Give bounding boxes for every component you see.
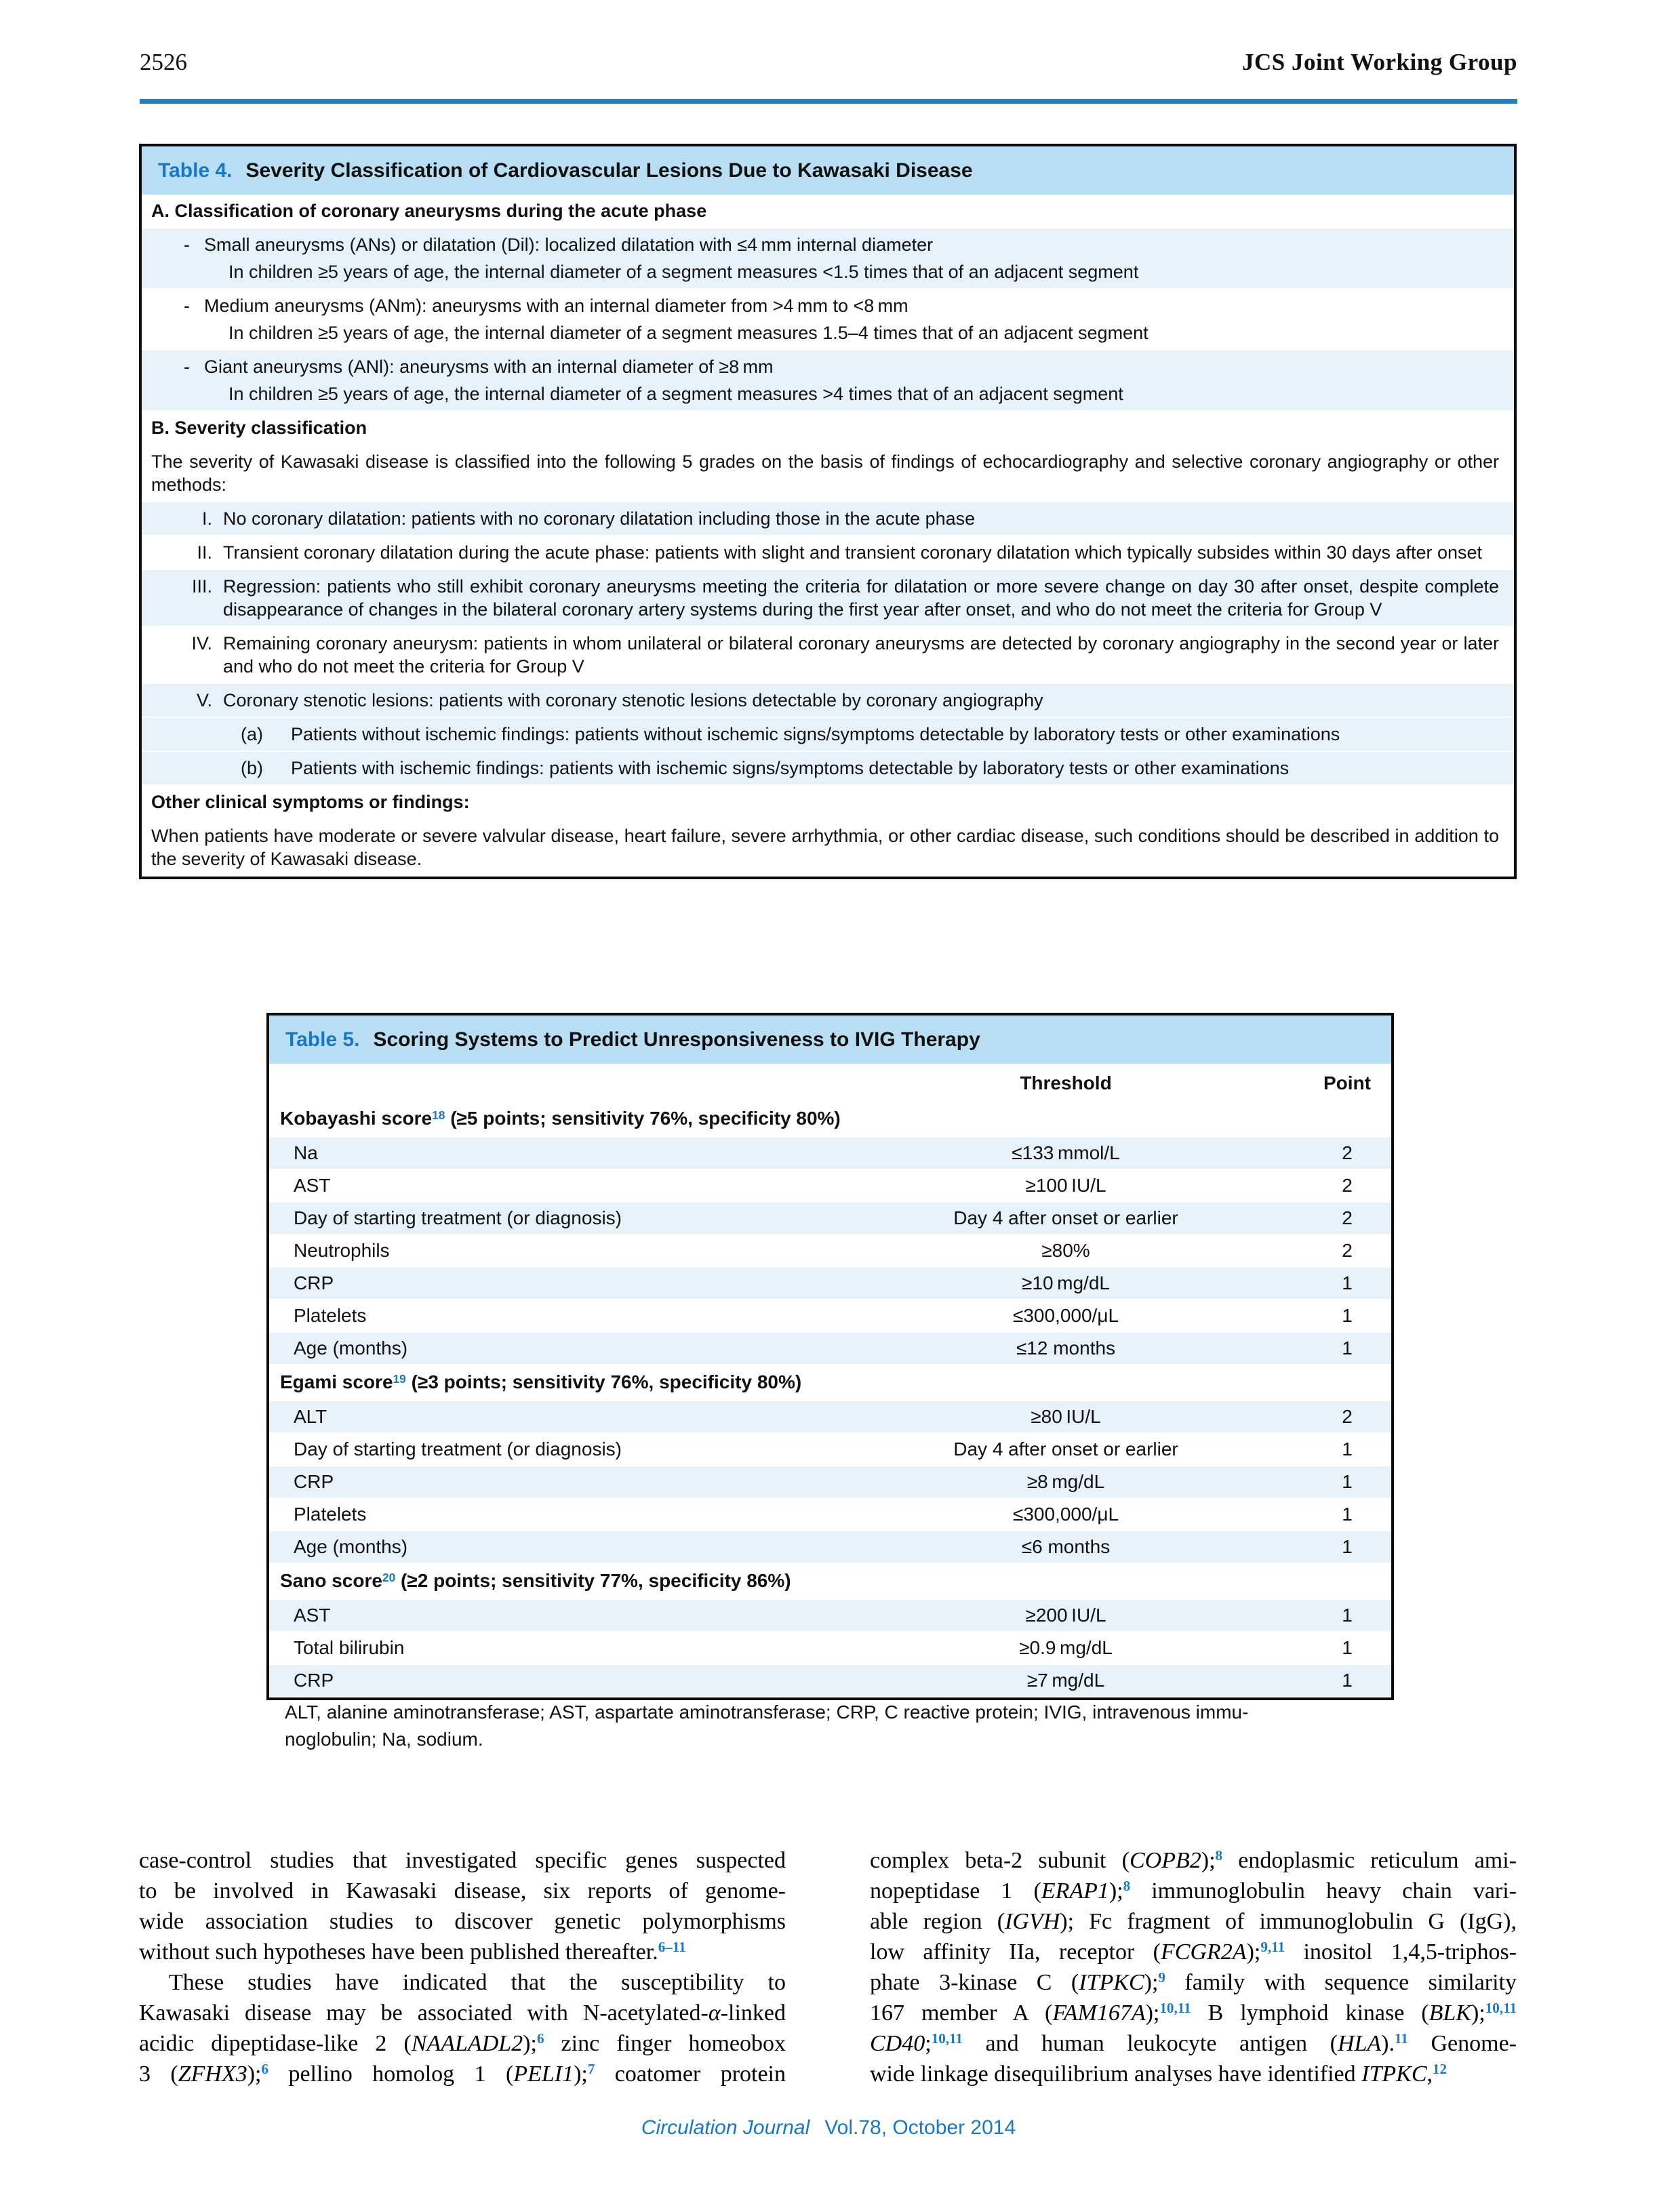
- reference-superscript: 10,11: [1485, 2000, 1517, 2017]
- cell-item: CRP: [294, 1471, 334, 1492]
- row-line: [151, 790, 1499, 813]
- text-segment: 167 member A (: [870, 2000, 1053, 2026]
- cell-item: Age (months): [294, 1338, 408, 1359]
- cell-item: Platelets: [294, 1305, 367, 1326]
- cell-point: 1: [1342, 1305, 1353, 1326]
- table-row: [269, 1138, 1391, 1170]
- score-criteria: (≥2 points; sensitivity 77%, specificity 86%): [395, 1570, 791, 1591]
- footnote-line: ALT, alanine aminotransferase; AST, aspartate aminotransferase; CRP, C reactive protein; IVIG, intravenous immu-: [285, 1702, 1249, 1723]
- table-row: [269, 1665, 1391, 1697]
- text-segment: 3 (: [139, 2062, 178, 2087]
- cell-point: 1: [1342, 1637, 1353, 1658]
- row-line: [151, 199, 1499, 222]
- row-line: [151, 355, 1499, 378]
- body-columns: [139, 1845, 1517, 2089]
- row-line: [151, 757, 1499, 780]
- text-segment: B lymphoid kinase (: [1191, 2000, 1429, 2026]
- text-segment: coatomer protein: [595, 2062, 786, 2087]
- cell-point: 1: [1342, 1536, 1353, 1557]
- right-column: [870, 1845, 1517, 2089]
- text-segment: );: [1471, 2000, 1485, 2026]
- text-segment: immunoglobulin heavy chain vari-: [1130, 1878, 1517, 1904]
- text-segment: PELI1: [513, 2062, 574, 2087]
- header-rule: [140, 99, 1517, 104]
- text-segment: HLA: [1337, 2031, 1382, 2056]
- cell-threshold: ≥8 mg/dL: [1026, 1471, 1105, 1492]
- table-row: [142, 684, 1514, 718]
- table-row: [269, 1434, 1391, 1466]
- row-line: [151, 575, 1499, 621]
- text-segment: ); Fc fragment of immunoglobulin G (IgG),: [1060, 1909, 1517, 1934]
- reference-superscript: 10,11: [1159, 2000, 1191, 2017]
- row-marker: I.: [201, 508, 212, 529]
- row-text: Patients without ischemic findings: patients without ischemic signs/symptoms detectable by laboratory tests or other examinations: [291, 724, 1340, 744]
- text-segment: zinc finger homeobox: [544, 2031, 786, 2056]
- score-group-row: [269, 1365, 1391, 1401]
- score-name: Kobayashi score: [280, 1108, 433, 1129]
- cell-item: CRP: [294, 1670, 334, 1691]
- footnote-line: noglobulin; Na, sodium.: [285, 1729, 483, 1750]
- cell-item: Day of starting treatment (or diagnosis): [294, 1439, 622, 1460]
- text-line: [139, 1967, 786, 1998]
- cell-threshold: Day 4 after onset or earlier: [953, 1207, 1178, 1228]
- cell-item: Day of starting treatment (or diagnosis): [294, 1207, 622, 1228]
- text-line: [139, 2028, 786, 2059]
- row-text: B. Severity classification: [151, 418, 367, 438]
- text-segment: ITPKC: [1361, 2062, 1427, 2087]
- row-line: [151, 233, 1499, 256]
- reference-superscript: 8: [1215, 1847, 1223, 1864]
- text-segment: endoplasmic reticulum ami-: [1222, 1848, 1517, 1873]
- row-marker: V.: [196, 690, 212, 710]
- table-row: [142, 718, 1514, 752]
- page-number: 2526: [140, 49, 187, 75]
- table-row: [269, 1600, 1391, 1632]
- row-subtext: In children ≥5 years of age, the internal diameter of a segment measures >4 times that of an adjacent segment: [228, 384, 1123, 404]
- table-row: [142, 502, 1514, 536]
- text-line: [139, 1998, 786, 2028]
- row-line: [151, 507, 1499, 530]
- table-row: [269, 1268, 1391, 1300]
- cell-point: 2: [1342, 1142, 1353, 1163]
- row-text: No coronary dilatation: patients with no coronary dilatation including those in the acute phase: [223, 508, 976, 529]
- table5-footnote: [285, 1699, 1383, 1753]
- text-segment: able region (: [870, 1909, 1005, 1934]
- cell-threshold: Day 4 after onset or earlier: [953, 1439, 1178, 1460]
- table4-title: Severity Classification of Cardiovascular Lesions Due to Kawasaki Disease: [245, 159, 973, 182]
- reference-superscript: 6: [261, 2061, 269, 2078]
- reference-superscript: 8: [1123, 1878, 1131, 1895]
- score-name: Sano score: [280, 1570, 382, 1591]
- text-line: [870, 2059, 1517, 2089]
- text-segment: ,: [1426, 2062, 1433, 2087]
- text-segment: NAALADL2: [411, 2031, 523, 2056]
- row-marker: -: [184, 235, 190, 255]
- text-line: [139, 1937, 786, 1967]
- cell-item: AST: [294, 1175, 331, 1196]
- table-row: [142, 786, 1514, 820]
- cell-threshold: ≤300,000/μL: [1012, 1305, 1119, 1326]
- cell-item: CRP: [294, 1272, 334, 1293]
- row-text: Medium aneurysms (ANm): aneurysms with an internal diameter from >4 mm to <8 mm: [204, 296, 909, 316]
- journal-name: Circulation Journal: [641, 2116, 810, 2139]
- reference-superscript: 10,11: [931, 2030, 963, 2047]
- page-header: [140, 49, 1517, 76]
- table-row: [269, 1466, 1391, 1499]
- text-segment: family with sequence similarity: [1165, 1970, 1517, 1995]
- row-text: When patients have moderate or severe valvular disease, heart failure, severe arrhythmia, or other cardiac disease, such conditions should be described in addition to the severity of Kawasaki disease.: [151, 826, 1499, 869]
- cell-point: 1: [1342, 1272, 1353, 1293]
- row-line: [151, 723, 1499, 746]
- table-row: [269, 1300, 1391, 1333]
- row-text: Other clinical symptoms or findings:: [151, 792, 470, 812]
- page-footer: [0, 2116, 1657, 2139]
- text-segment: nopeptidase 1 (: [870, 1878, 1041, 1904]
- text-segment: ).: [1381, 2031, 1395, 2056]
- score-reference: 18: [432, 1108, 445, 1122]
- row-line: [151, 541, 1499, 564]
- text-line: [139, 1876, 786, 1906]
- text-segment: phate 3-kinase C (: [870, 1970, 1079, 1995]
- cell-threshold: ≥7 mg/dL: [1026, 1670, 1105, 1691]
- reference-superscript: 11: [1395, 2030, 1408, 2047]
- cell-threshold: ≥10 mg/dL: [1022, 1272, 1110, 1293]
- row-line: [151, 689, 1499, 712]
- text-segment: wide association studies to discover genetic polymorphisms: [139, 1909, 786, 1934]
- table-row: [269, 1333, 1391, 1365]
- text-segment: complex beta-2 subunit (: [870, 1848, 1130, 1873]
- cell-threshold: ≥100 IU/L: [1025, 1175, 1106, 1196]
- text-segment: );: [1201, 1848, 1216, 1873]
- cell-item: Neutrophils: [294, 1240, 390, 1261]
- cell-point: 2: [1342, 1207, 1353, 1228]
- reference-superscript: 6: [536, 2030, 544, 2047]
- score-reference: 20: [382, 1570, 396, 1584]
- cell-threshold: ≥200 IU/L: [1025, 1605, 1106, 1626]
- score-criteria: (≥3 points; sensitivity 76%, specificity 80%): [405, 1371, 802, 1392]
- row-text: A. Classification of coronary aneurysms during the acute phase: [151, 201, 707, 221]
- cell-item: Total bilirubin: [294, 1637, 405, 1658]
- table4-body: [142, 195, 1514, 877]
- cell-item: Age (months): [294, 1536, 408, 1557]
- cell-point: 1: [1342, 1338, 1353, 1359]
- text-line: [870, 1967, 1517, 1998]
- row-subtext: In children ≥5 years of age, the internal diameter of a segment measures <1.5 times that of an adjacent segment: [228, 262, 1139, 282]
- text-line: [870, 1906, 1517, 1937]
- text-segment: );: [1144, 1970, 1159, 1995]
- cell-threshold: ≥80%: [1041, 1240, 1090, 1261]
- text-segment: ;: [925, 2031, 932, 2056]
- text-segment: FAM167A: [1052, 2000, 1146, 2026]
- text-segment: -linked: [720, 2000, 786, 2026]
- score-criteria: (≥5 points; sensitivity 76%, specificity 80%): [445, 1108, 841, 1129]
- column-header-point: Point: [1323, 1072, 1371, 1093]
- text-segment: );: [574, 2062, 588, 2087]
- text-segment: IGVH: [1005, 1909, 1060, 1934]
- cell-point: 1: [1342, 1439, 1353, 1460]
- text-segment: low affinity IIa, receptor (: [870, 1939, 1161, 1965]
- cell-threshold: ≥0.9 mg/dL: [1019, 1637, 1113, 1658]
- score-group-row: [269, 1102, 1391, 1138]
- table-row: [269, 1170, 1391, 1203]
- text-segment: Genome-: [1408, 2031, 1517, 2056]
- table-row: [269, 1401, 1391, 1434]
- text-segment: case-control studies that investigated specific genes suspected: [139, 1848, 786, 1873]
- text-segment: wide linkage disequilibrium analyses have identified: [870, 2062, 1362, 2087]
- cell-point: 1: [1342, 1605, 1353, 1626]
- row-text: Giant aneurysms (ANl): aneurysms with an internal diameter of ≥8 mm: [204, 357, 774, 377]
- text-segment: BLK: [1429, 2000, 1471, 2026]
- text-line: [870, 2028, 1517, 2059]
- text-segment: α: [708, 2000, 721, 2026]
- row-text: Transient coronary dilatation during the acute phase: patients with slight and transient coronary dilatation which typically subsides within 30 days after onset: [223, 542, 1483, 563]
- table5-title: Scoring Systems to Predict Unresponsiveness to IVIG Therapy: [373, 1028, 980, 1051]
- cell-point: 2: [1342, 1406, 1353, 1427]
- cell-threshold: ≤300,000/μL: [1012, 1504, 1119, 1525]
- text-segment: );: [1109, 1878, 1123, 1904]
- cell-point: 1: [1342, 1504, 1353, 1525]
- table-row: [142, 445, 1514, 502]
- text-line: [139, 2059, 786, 2089]
- row-text: Regression: patients who still exhibit coronary aneurysms meeting the criteria for dilatation or more severe change on day 30 after onset, despite complete disappearance of changes in the bilateral coronary artery systems during the first year after onset, and who do not meet the criteria for Group V: [223, 576, 1499, 620]
- text-segment: COPB2: [1129, 1848, 1201, 1873]
- table-row: [142, 570, 1514, 627]
- cell-item: Na: [294, 1142, 318, 1163]
- row-marker: -: [184, 357, 190, 377]
- text-segment: without such hypotheses have been published thereafter.: [139, 1939, 658, 1965]
- row-text: The severity of Kawasaki disease is classified into the following 5 grades on the basis of findings of echocardiography and selective coronary angiography or other methods:: [151, 451, 1499, 495]
- row-line: [151, 632, 1499, 678]
- table4-severity-classification: [139, 144, 1517, 879]
- text-line: [139, 1906, 786, 1937]
- cell-threshold: ≤133 mmol/L: [1012, 1142, 1120, 1163]
- row-line: [151, 450, 1499, 496]
- text-line: [870, 1845, 1517, 1876]
- text-line: [870, 1998, 1517, 2028]
- text-segment: FCGR2A: [1161, 1939, 1247, 1965]
- text-segment: ITPKC: [1079, 1970, 1144, 1995]
- text-segment: CD40: [870, 2031, 925, 2056]
- row-text: Patients with ischemic findings: patients with ischemic signs/symptoms detectable by laboratory tests or other examinations: [291, 758, 1290, 778]
- table5-column-headers: [269, 1064, 1391, 1102]
- row-line: [151, 294, 1499, 317]
- table-row: [142, 228, 1514, 289]
- table5-label: Table 5.: [285, 1028, 360, 1051]
- row-marker: (a): [241, 724, 263, 744]
- text-segment: These studies have indicated that the susceptibility to: [169, 1970, 786, 1995]
- cell-point: 1: [1342, 1670, 1353, 1691]
- row-subtext: In children ≥5 years of age, the internal diameter of a segment measures 1.5–4 times that of an adjacent segment: [228, 323, 1149, 343]
- table-row: [142, 820, 1514, 877]
- text-segment: );: [247, 2062, 262, 2087]
- text-line: [870, 1876, 1517, 1906]
- row-line: [151, 416, 1499, 439]
- table5-body: [269, 1102, 1391, 1697]
- text-segment: Kawasaki disease may be associated with N-acetylated-: [139, 2000, 708, 2026]
- table-row: [269, 1203, 1391, 1235]
- row-text: Remaining coronary aneurysm: patients in whom unilateral or bilateral coronary aneurysms are detected by coronary angiography in the second year or later and who do not meet the criteria for Group V: [223, 633, 1499, 677]
- table4-label: Table 4.: [158, 159, 233, 182]
- table4-header: [142, 146, 1514, 195]
- text-segment: to be involved in Kawasaki disease, six reports of genome-: [139, 1878, 786, 1904]
- text-segment: ERAP1: [1041, 1878, 1109, 1904]
- left-column: [139, 1845, 786, 2089]
- table5-header: [269, 1015, 1391, 1064]
- table-row: [269, 1632, 1391, 1665]
- table-row: [142, 536, 1514, 570]
- cell-item: Platelets: [294, 1504, 367, 1525]
- table-row: [269, 1235, 1391, 1268]
- text-segment: inositol 1,4,5-triphos-: [1285, 1939, 1517, 1965]
- score-group-row: [269, 1564, 1391, 1600]
- row-marker: -: [184, 296, 190, 316]
- cell-point: 2: [1342, 1175, 1353, 1196]
- table-row: [142, 411, 1514, 445]
- row-line: [151, 824, 1499, 870]
- reference-superscript: 6–11: [658, 1939, 686, 1956]
- running-head: JCS Joint Working Group: [1241, 49, 1517, 75]
- table-row: [142, 195, 1514, 228]
- text-segment: acidic dipeptidase-like 2 (: [139, 2031, 412, 2056]
- row-marker: (b): [241, 758, 263, 778]
- table-row: [142, 289, 1514, 350]
- score-reference: 19: [393, 1371, 406, 1386]
- table-row: [142, 627, 1514, 684]
- text-segment: ZFHX3: [178, 2062, 247, 2087]
- journal-issue: Vol.78, October 2014: [824, 2116, 1016, 2139]
- reference-superscript: 9,11: [1260, 1939, 1285, 1956]
- text-line: [139, 1845, 786, 1876]
- cell-threshold: ≤12 months: [1016, 1338, 1116, 1359]
- cell-item: AST: [294, 1605, 331, 1626]
- cell-threshold: ≥80 IU/L: [1031, 1406, 1101, 1427]
- text-line: [870, 1937, 1517, 1967]
- text-segment: );: [1246, 1939, 1261, 1965]
- row-marker: III.: [191, 576, 212, 597]
- table-row: [142, 752, 1514, 786]
- text-segment: and human leukocyte antigen (: [962, 2031, 1338, 2056]
- cell-point: 2: [1342, 1240, 1353, 1261]
- table5-scoring-systems: [266, 1013, 1394, 1700]
- reference-superscript: 12: [1433, 2061, 1448, 2078]
- table-row: [269, 1499, 1391, 1531]
- cell-item: ALT: [294, 1406, 327, 1427]
- text-segment: );: [1145, 2000, 1160, 2026]
- table-row: [269, 1531, 1391, 1564]
- row-text: Coronary stenotic lesions: patients with coronary stenotic lesions detectable by coronary angiography: [223, 690, 1043, 710]
- cell-point: 1: [1342, 1471, 1353, 1492]
- text-segment: pellino homolog 1 (: [268, 2062, 514, 2087]
- cell-threshold: ≤6 months: [1021, 1536, 1111, 1557]
- row-marker: IV.: [191, 633, 212, 653]
- text-segment: );: [523, 2031, 537, 2056]
- column-header-threshold: Threshold: [1020, 1072, 1112, 1093]
- table-row: [142, 350, 1514, 411]
- row-text: Small aneurysms (ANs) or dilatation (Dil): localized dilatation with ≤4 mm internal diameter: [204, 235, 934, 255]
- row-marker: II.: [197, 542, 212, 563]
- reference-superscript: 9: [1158, 1969, 1165, 1986]
- score-name: Egami score: [280, 1371, 393, 1392]
- reference-superscript: 7: [587, 2061, 595, 2078]
